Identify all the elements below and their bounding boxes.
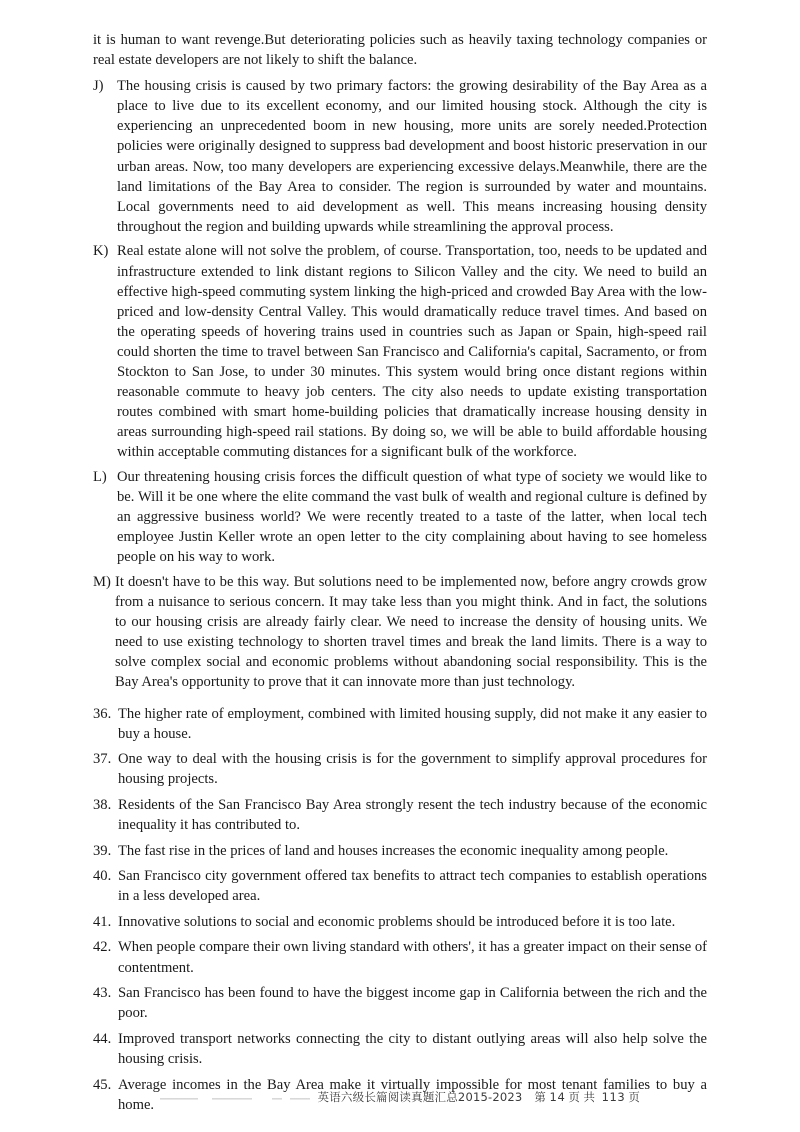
footer-total-prefix: 共 xyxy=(583,1089,596,1104)
list-item xyxy=(93,937,707,977)
question-number: 44. xyxy=(93,1030,112,1047)
footer-content xyxy=(160,1089,641,1105)
list-item xyxy=(93,912,707,932)
paragraph-marker-l: L) xyxy=(93,468,107,485)
page-content xyxy=(93,30,707,1115)
paragraph-marker-k: K) xyxy=(93,243,109,260)
paragraph-marker-m: M) xyxy=(93,573,111,590)
question-text: San Francisco city government offered tax benefits to attract tech companies to establish operations in a less developed area. xyxy=(118,868,707,905)
question-number: 41. xyxy=(93,913,112,930)
question-text: Average incomes in the Bay Area make it virtually impossible for most tenant families to buy a home. xyxy=(118,1076,707,1113)
paragraph-continuation xyxy=(93,30,707,70)
list-item xyxy=(93,1029,707,1069)
question-text: Residents of the San Francisco Bay Area strongly resent the tech industry because of the economic inequality it has contributed to. xyxy=(118,796,707,833)
paragraph-text-l: Our threatening housing crisis forces the difficult question of what type of society we would like to be. Will it be one where the elite command the vast bulk of wealth and regional culture is defined by an aggressive business world? We were recently treated to a taste of the latter, when local tech employee Justin Keller wrote an open letter to the city complaining about having to see homeless people on his way to work. xyxy=(117,468,707,566)
question-text: San Francisco has been found to have the biggest income gap in California between the rich and the poor. xyxy=(118,985,707,1022)
question-number: 38. xyxy=(93,796,112,813)
footer-smudge-artifact xyxy=(160,1093,310,1102)
question-number: 39. xyxy=(93,842,112,859)
paragraph-text-j: The housing crisis is caused by two primary factors: the growing desirability of the Bay Area as a place to live due to its excellent economy, and our limited housing stock. Although the city is experiencing an unprecedented boom in new housing, more units are sorely needed.Protection policies were originally designed to suppress bad development and boost historic preservation in our urban areas. Now, too many developers are experiencing excessive delays.Meanwhile, there are the land limitations of the Bay Area to consider. The region is surrounded by water and mountains. Local governments need to aid development as well. This means increasing housing density throughout the region and building upwards while streamlining the approval process. xyxy=(117,78,707,235)
question-number: 45. xyxy=(93,1076,112,1093)
paragraph-k xyxy=(93,241,707,462)
paragraph-l xyxy=(93,467,707,567)
question-number: 43. xyxy=(93,985,112,1002)
footer-total-unit: 页 xyxy=(628,1089,641,1104)
paragraph-text: it is human to want revenge.But deteriorating policies such as heavily taxing technology companies or real estate developers are not likely to shift the balance. xyxy=(93,32,707,69)
question-number: 40. xyxy=(93,868,112,885)
list-item xyxy=(93,749,707,789)
question-text: Innovative solutions to social and economic problems should be introduced before it is too late. xyxy=(118,913,676,930)
paragraph-m xyxy=(93,572,707,693)
list-item xyxy=(93,983,707,1023)
paragraph-j xyxy=(93,76,707,237)
paragraph-text-k: Real estate alone will not solve the problem, of course. Transportation, too, needs to be updated and infrastructure extended to link distant regions to Silicon Valley and the city. We need to build an effective high-speed commuting system linking the high-priced and crowded Bay Area with the low-priced and low-density Central Valley. This would dramatically reduce travel times. And based on the operating speeds of hovering trains used in countries such as Japan or Spain, high-speed rail could shorten the time to travel between San Francisco and California's capital, Sacramento, or from Stockton to San Jose, to under 30 minutes. This system would bring once distant regions within reasonable commute to heavy job centers. The city also needs to update existing transportation routes combined with smart home-building policies that dramatically increase housing density in areas surrounding high-speed rail stations. By doing so, we will be able to build affordable housing within acceptable commuting distances for a significant bulk of the workforce. xyxy=(117,243,707,461)
question-number: 42. xyxy=(93,939,112,956)
paragraph-marker-j: J) xyxy=(93,78,104,95)
footer-page-prefix: 第 xyxy=(534,1089,547,1104)
page-footer xyxy=(0,1088,800,1105)
question-text: When people compare their own living standard with others', it has a greater impact on their sense of contentment. xyxy=(118,939,707,976)
question-number: 37. xyxy=(93,751,112,768)
list-item xyxy=(93,866,707,906)
list-item xyxy=(93,795,707,835)
list-item xyxy=(93,704,707,744)
question-text: The fast rise in the prices of land and houses increases the economic inequality among people. xyxy=(118,842,669,859)
footer-pager xyxy=(534,1090,640,1104)
question-text: One way to deal with the housing crisis is for the government to simplify approval procedures for housing projects. xyxy=(118,751,707,788)
footer-page-unit: 页 xyxy=(568,1089,581,1104)
footer-page-number: 14 xyxy=(549,1089,566,1104)
footer-title: 英语六级长篇阅读真题汇总2015-2023 xyxy=(317,1089,523,1104)
question-list xyxy=(93,704,707,1115)
question-text: The higher rate of employment, combined with limited housing supply, did not make it any easier to buy a house. xyxy=(118,705,707,742)
footer-total-pages: 113 xyxy=(601,1089,626,1104)
list-item xyxy=(93,841,707,861)
paragraph-text-m: It doesn't have to be this way. But solutions need to be implemented now, before angry crowds grow from a nuisance to serious concern. It may take less than you might think. And in fact, the solutions to our housing crisis are already fairly clear. We need to increase the density of housing units. We need to use existing technology to shorten travel times and break the land limits. There is a way to solve complex social and economic problems without abandoning social responsibility. This is the Bay Area's opportunity to prove that it can innovate more than just technology. xyxy=(115,573,707,691)
question-text: Improved transport networks connecting the city to distant outlying areas will also help solve the housing crisis. xyxy=(118,1030,707,1067)
question-number: 36. xyxy=(93,705,112,722)
